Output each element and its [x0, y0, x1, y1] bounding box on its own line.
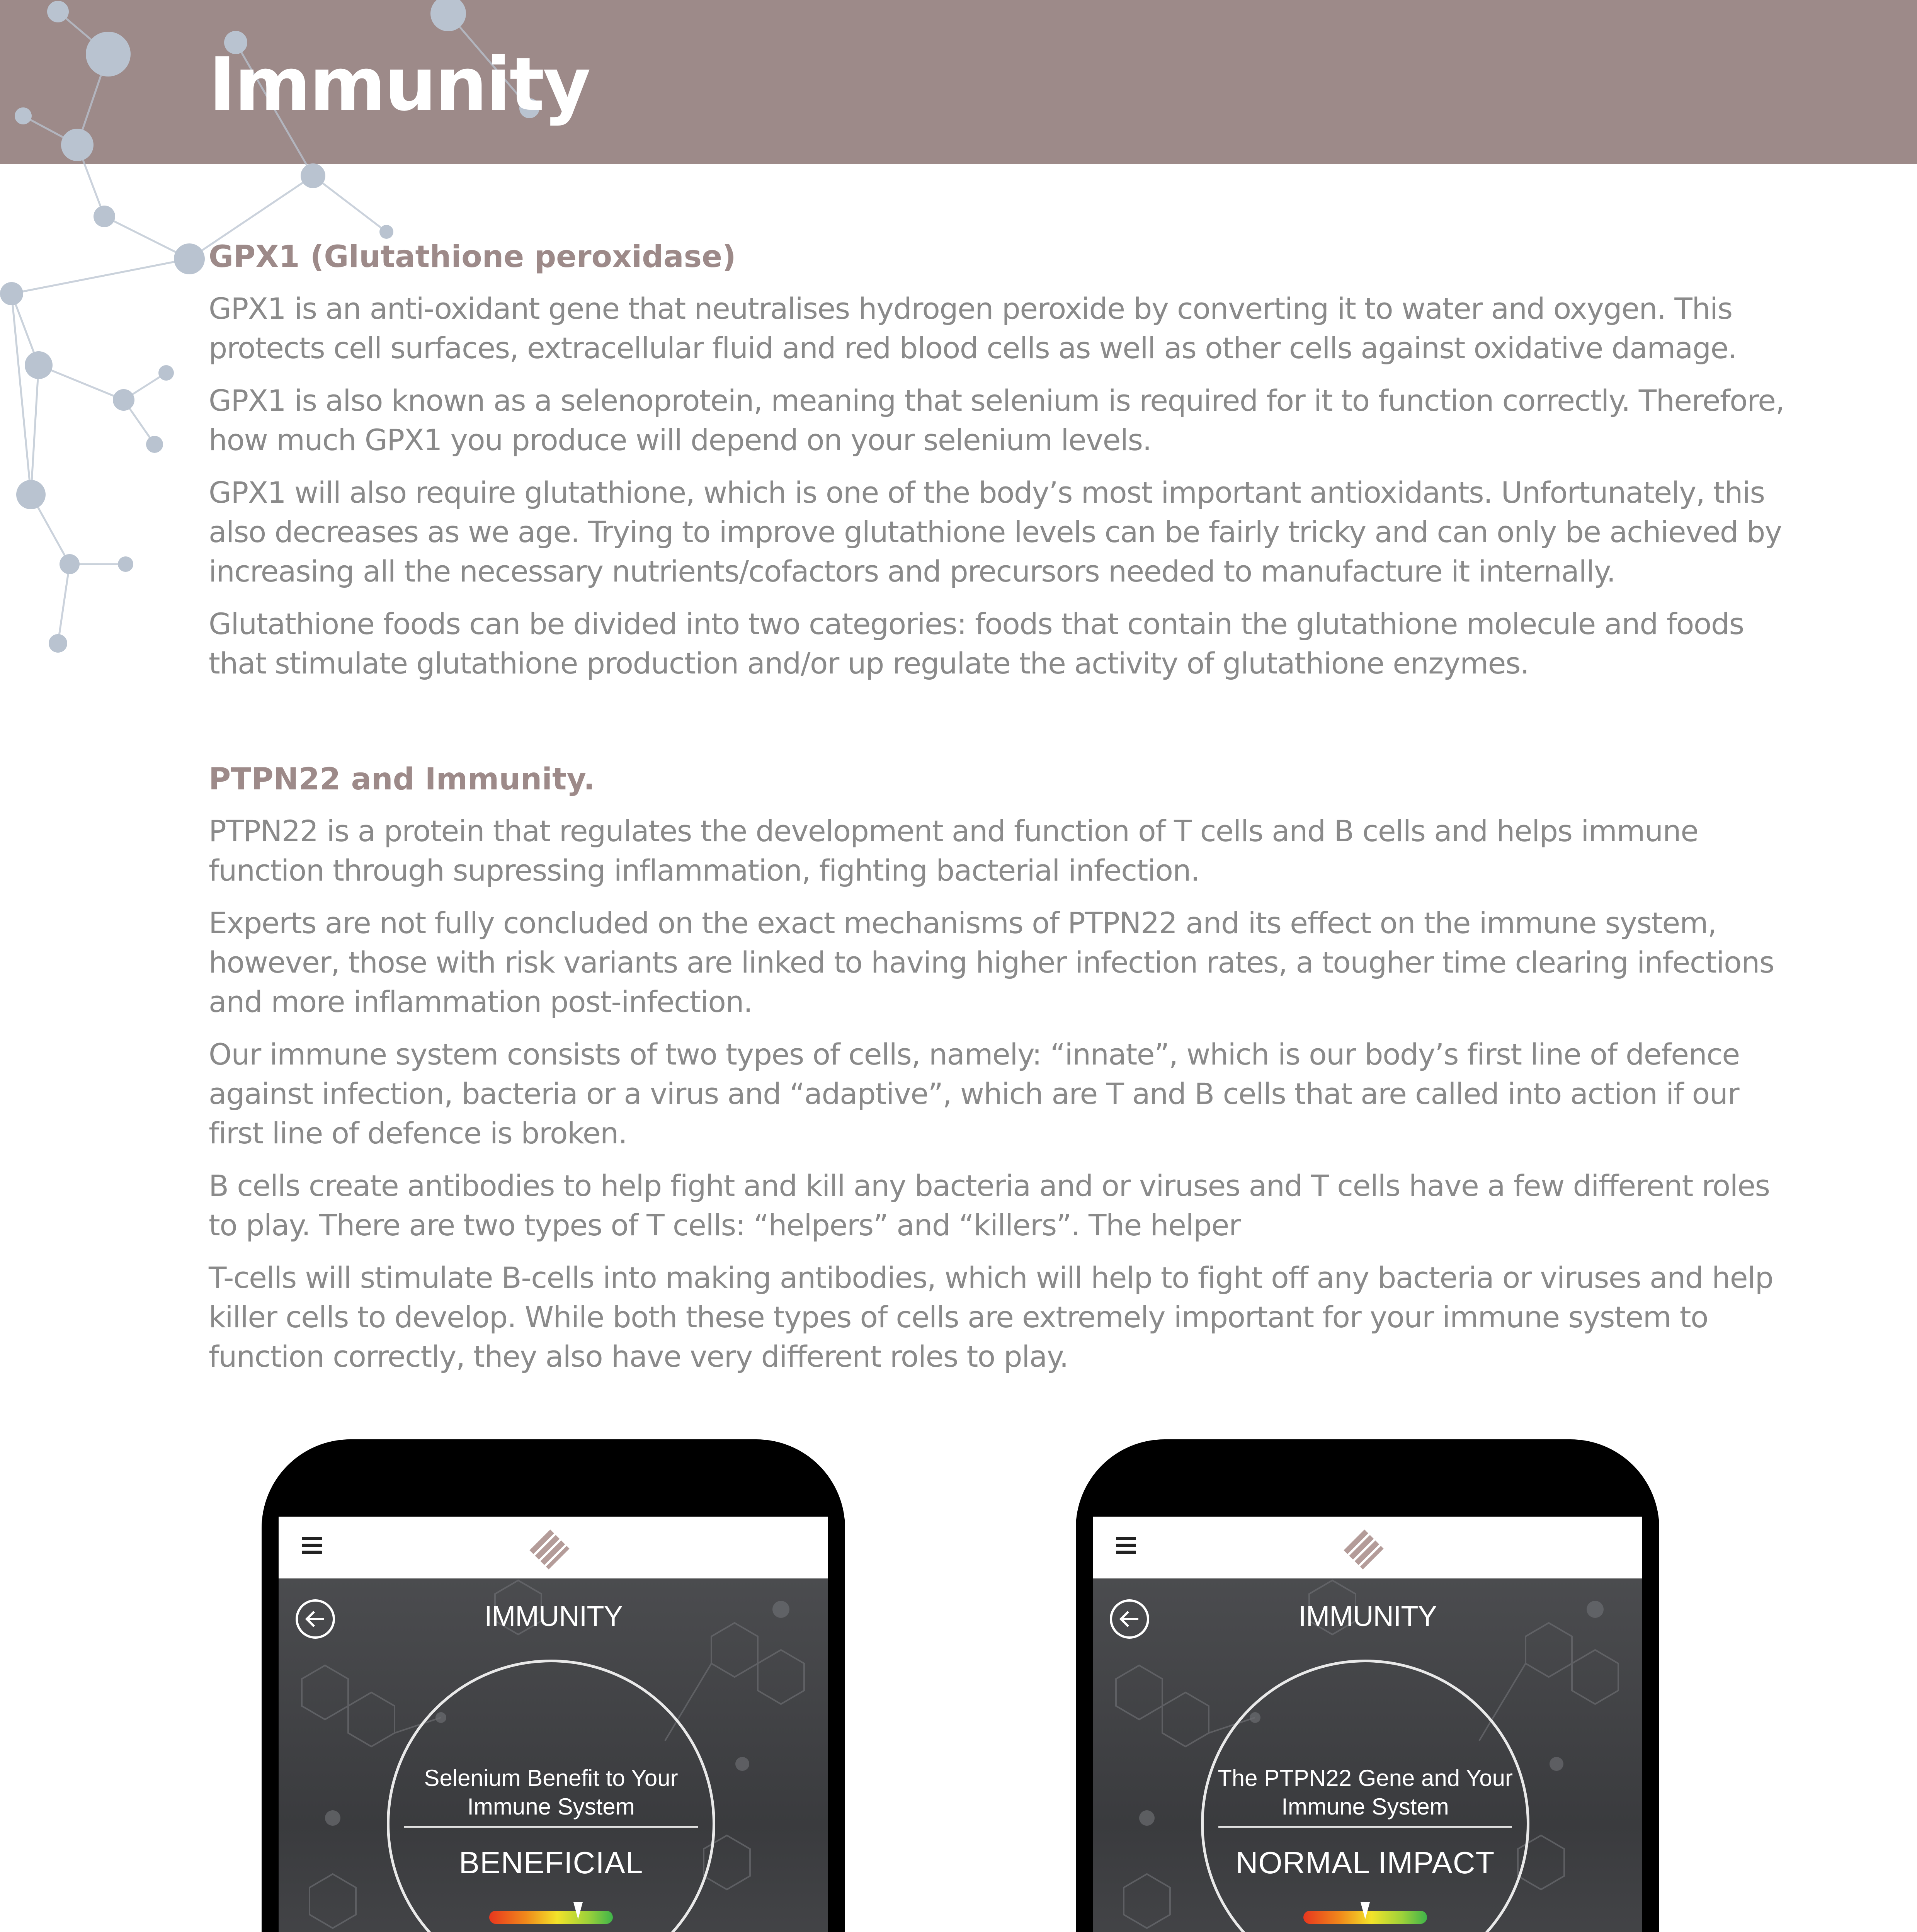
- app-logo-icon: [526, 1528, 573, 1571]
- app-screen: [1093, 1517, 1642, 1932]
- paragraph: GPX1 is also known as a selenoprotein, meaning that selenium is required for it to function correctly. Therefore, how much GPX1 you produce will depend on your selenium levels.: [209, 383, 1784, 457]
- paragraph: Glutathione foods can be divided into two categories: foods that contain the glutathione molecule and foods that stimulate glutathione production and/or up regulate the activity of glutathione enzymes.: [209, 607, 1744, 680]
- hero-title: IMMUNITY: [1298, 1600, 1437, 1632]
- result-divider: [1218, 1826, 1512, 1828]
- hero-panel: [1093, 1578, 1642, 1932]
- section-heading-ptpn22: PTPN22 and Immunity.: [209, 762, 595, 797]
- section-heading-gpx1: GPX1 (Glutathione peroxidase): [209, 240, 736, 274]
- hero-title: IMMUNITY: [484, 1600, 623, 1632]
- article-body: [209, 240, 1801, 1389]
- result-label: NORMAL IMPACT: [1235, 1845, 1495, 1880]
- hamburger-menu-icon[interactable]: [1116, 1537, 1136, 1554]
- impact-scale-bar: [489, 1911, 613, 1924]
- paragraph: B cells create antibodies to help fight and kill any bacteria and or viruses and T cells have a few different roles to play. There are two types of T cells: “helpers” and “killers”. The helper: [209, 1168, 1770, 1242]
- phone-mockup-selenium: [262, 1439, 845, 1932]
- phone-mockup-ptpn22: [1076, 1439, 1659, 1932]
- paragraph: PTPN22 is a protein that regulates the development and function of T cells and B cells and helps immune function through supressing inflammation, fighting bacterial infection.: [209, 814, 1698, 888]
- paragraph: Experts are not fully concluded on the exact mechanisms of PTPN22 and its effect on the immune system, however, those with risk variants are linked to having higher infection rates, a tougher time clearing infections and more inflammation post-infection.: [209, 906, 1774, 1019]
- paragraph: T-cells will stimulate B-cells into making antibodies, which will help to fight off any bacteria or viruses and help killer cells to develop. While both these types of cells are extremely important for your immune system to function correctly, they also have very different roles to play.: [209, 1260, 1773, 1374]
- trait-title: The PTPN22 Gene and Your Immune System: [1218, 1765, 1513, 1820]
- paragraph: GPX1 will also require glutathione, which is one of the body’s most important antioxidants. Unfortunately, this also decreases as we age. Trying to improve glutathione levels can be fairly tricky and can only be achieved by increasing all the necessary nutrients/cofactors and precursors needed to manufacture it internally.: [209, 475, 1782, 588]
- result-label: BENEFICIAL: [459, 1845, 643, 1880]
- app-topbar: [279, 1517, 828, 1578]
- result-divider: [404, 1826, 698, 1828]
- paragraph: Our immune system consists of two types of cells, namely: “innate”, which is our body’s first line of defence against infection, bacteria or a virus and “adaptive”, which are T and B cells that are called into action if our first line of defence is broken.: [209, 1037, 1740, 1150]
- hamburger-menu-icon[interactable]: [302, 1537, 322, 1554]
- trait-title: Selenium Benefit to Your Immune System: [424, 1765, 678, 1820]
- impact-scale-marker: [1361, 1902, 1370, 1919]
- hero-panel: [279, 1578, 828, 1932]
- page-title: Immunity: [209, 42, 589, 127]
- impact-scale-marker: [573, 1902, 583, 1919]
- app-topbar: [1093, 1517, 1642, 1578]
- paragraph: GPX1 is an anti-oxidant gene that neutralises hydrogen peroxide by converting it to water and oxygen. This protects cell surfaces, extracellular fluid and red blood cells as well as other cells against oxidative damage.: [209, 291, 1737, 365]
- app-screen: [279, 1517, 828, 1932]
- app-logo-icon: [1340, 1528, 1387, 1571]
